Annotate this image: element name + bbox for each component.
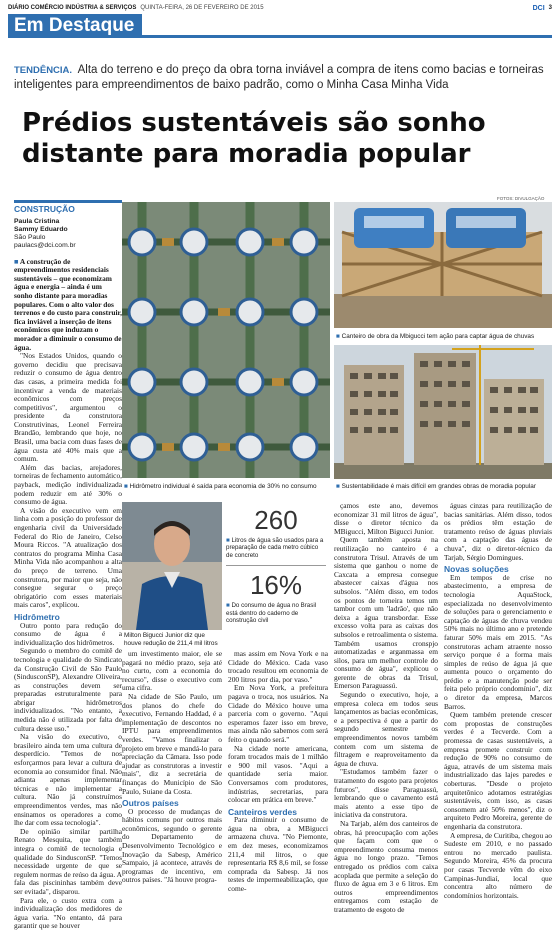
paragraph: A empresa, de Curitiba, chegou ao Sudeste em 2010, e no passado entrou no mercado paulista. Segundo Moreira, 45% da procura por casas Tecverde vêm do eixo Campinas-Jundiaí, local que concentra alto número de condomínios horizontais.	[444, 830, 552, 900]
paragraph: "Nos Estados Unidos, quando o governo decidiu que precisava reduzir o consumo de água dentro das casas, a primeira medida foi incentivar a venda de materiais econômicos com preços competitivos", argumentou o presidente da construtora Construtivinas, Leonel Ferreira Brandão, lembrando que hoje, no Brasil, uma bacia com duas fases de água custa até 40% mais que a comum.	[14, 351, 122, 464]
bullet-square-icon: ■	[336, 333, 342, 340]
left-column	[14, 200, 122, 931]
caption-buildings: ■ Sustentabilidade é mais difícil em grandes obras de moradia popular	[336, 483, 536, 490]
bullet-square-icon: ■	[336, 483, 342, 490]
stat-label-construction: ■ Do consumo de água no Brasil está dentro do caderno de construção civil	[226, 602, 317, 625]
bullet-square-icon: ■	[226, 537, 232, 544]
trend-summary	[14, 63, 554, 92]
page-number: 3	[548, 5, 552, 11]
paragraph: águas cinzas para reutilização de bacias sanitárias. Além disso, todos os prédios têm estação de tratamento reúso de águas pluviais com a captação das águas de chuva", diz o diretor-técnico da Tarjab, Sérgio Domingues.	[444, 501, 552, 562]
subhead-canteiros-verdes: Canteiros verdes	[228, 806, 297, 817]
trend-text: Alta do terreno e do preço da obra torna inviável a compra de itens como bacias e torneiras inteligentes para empreendimentos de baixo padrão, como o Minha Casa Minha Vida	[14, 64, 544, 91]
paragraph: Para diminuir o consumo de água na obra, a MBigucci armazena chuva. "No Piemonte, em dez meses, economizamos 211,4 mil litros, o que representaria R$ 8,6 mil, se fosse comprada da Sabesp. Já nos testes de impermeabilização, que come-	[228, 815, 328, 894]
kicker: CONSTRUÇÃO	[14, 200, 122, 214]
paragraph: Para ele, o custo extra com a individualização dos medidores de água varia. "No entanto, dá para garantir que se houver	[14, 895, 122, 931]
bullet-square-icon: ■	[124, 483, 130, 490]
paragraph: Quem também pretende crescer com propostas de construções verdes é a Tecverde. Com a promessa de casas sustentáveis, a empresa promete construir com redução de 90% no consumo de água, através de um sistema mais industrializado das lajes paredes e coberturas. "Desde o projeto arquitetônico adotamos estratégias sustentáveis, com isso, as casas consomem até 50% menos", diz o arquiteto Pedro Moreira, gerente de engenharia da construtora.	[444, 710, 552, 831]
trend-tag: TENDÊNCIA.	[14, 65, 73, 76]
subhead-outros-paises: Outros países	[122, 798, 179, 809]
paragraph: Quem também aposta na reutilização no canteiro é a construtora Trisul. Através de um sistema que ganhou o nome de Caxcata a empresa consegue abastecer caixas d'água nos subsolos. "Além disso, em todos os pontos de torneira temos um tambor com um 'ladrão', que não deixa a água transbordar. Esse excesso volta para as caixas dos subsolos e retroalimenta o sistema. Também usamos cronspjo automatizadas e arganmassa em silos, para um melhor controle do consumo de água", explicou o gerente de obras da Trisul, Emerson Paraguassú.	[334, 535, 438, 691]
section-rule	[142, 35, 552, 38]
portrait-photo	[122, 502, 222, 630]
headline: Prédios sustentáveis são sonho distante para moradia popular	[22, 108, 486, 169]
paragraph: Segundo o executivo, hoje, a empresa coleca em todos seus lançamentos as bacias econômicas, e a perspectiva é que a partir do segundo semestre os empreendimentos novos também contem com um sistema de filtragem e reaproveitamento da água de chuva.	[334, 690, 438, 768]
hydrometer-photo	[122, 202, 330, 478]
paragraph: "Estudamos também fazer o tratamento do esgoto para projetos futuros", disse Paraguassú, lembrando que o cavamento está mais atento a esse tipo de iniciativa da construtora.	[334, 767, 438, 820]
paragraph: Além das bacias, arejadores, torneiras de fechamento automático, payback, medição individualizada podem reduzir em até 30% o consumo de água.	[14, 462, 122, 507]
paragraph: mas assim em Nova York e na Cidade do México. Cada vaso trocado resultou em economia de 200 litros por dia, por vaso."	[228, 649, 328, 684]
rain-tank-photo	[334, 202, 552, 328]
paragraph: Na Tarjab, além dos canteiros de obras, há preocupação com ações que façam com que o empreendimento consuma menos água no longo prazo. "Temos entregado os prédios com caixa acoplada que permite a seleção do fluxo de água em 3 e 6 litros. Em outros empreendimentos entregamos com estação de tratamento de esgoto de	[334, 818, 438, 914]
paragraph: A visão do executivo vem em linha com a posição do professor de engenharia civil da Universidade Federal do Rio de Janeiro, Celso Moura Riccos. "A atualização dos contratos do programa Minha Casa Minha Vida não acompanhou a alta do preço de terreno. Uma construtora, por maior que seja, não consegue segurar o preço obrigatório com esses materiais mais caros", explicou.	[14, 505, 122, 610]
column-4	[334, 501, 438, 914]
portrait-illustration	[122, 502, 222, 630]
column-5	[444, 501, 552, 900]
paragraph: um investimento maior, ele se pagará no médio prazo, seja até no curto, com a economia do recurso", disse o executivo com uma cifra.	[122, 649, 222, 693]
bullet-square-icon: ■	[14, 256, 20, 266]
subhead-hidrometro: Hidrômetro	[14, 611, 60, 622]
paragraph: De opinião similar partilha Renato Mesquita, que também integra o comitê de tecnologia e qualidade do SindusconSP. "Temos necessidade urgente de que se regulem normas de reúso da água. A fala das piscininhas também deve ser evitada", disparou.	[14, 826, 122, 896]
stat-label-concrete: ■ Litros de água são usados para a preparação de cada metro cúbico de concreto	[226, 537, 324, 559]
column-2	[122, 649, 222, 885]
section-title: Em Destaque	[8, 14, 142, 38]
photo-credit: FOTOS: DIVULGAÇÃO	[497, 196, 545, 201]
paragraph: Segundo o membro do comitê de tecnologia e qualidade do Sindicato da Construção Civil de São Paulo (SindusconSP), Alexandre Oliveira, as construções devem ser preparadas estruturalmente para abrigar hidrômetros individualizados. "No entanto, a medida não é utilizada por falta de cultura desse uso."	[14, 646, 122, 733]
paragraph: Na cidade norte americana, foram trocados mais de 1 milhão e 900 mil vasos. "Aqui a quantidade seria maior. Conversamos com produtores, indústrias, secretarias, para colocar em prática em breve."	[228, 743, 328, 805]
dci-logo: DCI	[532, 4, 545, 12]
bullet-square-icon: ■	[226, 602, 232, 610]
stat-box	[226, 503, 326, 624]
buildings-illustration	[334, 345, 552, 479]
body-text	[14, 352, 122, 931]
hydrometer-illustration	[122, 202, 330, 478]
issue-date: QUINTA-FEIRA, 26 DE FEVEREIRO DE 2015	[140, 5, 264, 11]
column-3	[228, 649, 328, 894]
paragraph: Outro ponto para redução do consumo de água é a individualização dos hidrômetros.	[14, 620, 122, 647]
newspaper-name: DIÁRIO COMÉRCIO INDÚSTRIA & SERVIÇOS	[8, 5, 137, 11]
author-email: paulacs@dci.com.br	[14, 241, 76, 249]
byline	[14, 218, 122, 250]
paragraph: Na cidade de São Paulo, um dos planos do chefe do executivo, Fernando Haddad, é a implementação de descontos no IPTU para empreendimentos verdes. "Vamos finalizar o projeto em breve e mandá-lo para apreciação da Câmara. Isso pode ajudar as construtoras a investir mais", diz a secretária de finanças do Município de São Paulo, Suiane da Costa.	[122, 691, 222, 796]
dateline: São Paulo	[14, 233, 46, 241]
rain-tank-illustration	[334, 202, 552, 328]
author-name: Paula Cristina	[14, 217, 60, 225]
paragraph: çamos este ano, devemos economizar 31 mil litros de água", disse o diretor técnico da MBigucci, Milton Bigucci Junior.	[334, 501, 438, 536]
paragraph: O processo de mudanças de hábitos comuns por outros mais econômicos, segundo o gerente do Departamento de Desenvolvimento Tecnológico e Inovação da Sabesp, Américo Sampaio, já acontece, através de programas de incentivo, em outros países. "Já houve progra-	[122, 806, 222, 885]
caption-portrait: Milton Bigucci Junior diz que houve redução de 211,4 mil litros	[124, 632, 218, 647]
buildings-photo	[334, 345, 552, 479]
subhead-novas-solucoes: Novas soluções	[444, 564, 509, 575]
section-bar	[8, 14, 552, 38]
paragraph: Na visão do executivo, o brasileiro ainda tem uma cultura de desperdício. "Temos de nos esforçarmos para levar a cultura de economia ao consumidor final. Não adianta apenas implementar técnicas e não implementar a cultura. Não já construímos empreendimentos verdes, mas não ensinamos os operadores a como lhe dar com essa tecnologia".	[14, 732, 122, 828]
stat-divider	[226, 565, 326, 566]
stat-value-concrete: 260	[254, 505, 298, 535]
caption-rain-tank: ■ Canteiro de obra da Mbigucci tem ação para captar água de chuvas	[336, 333, 535, 340]
stat-value-construction: 16%	[249, 570, 303, 601]
paragraph: Em Nova York, a prefeitura pagava o troca, nos usuários. Na Cidade do México houve uma parceria com o governo. "Aqui esperamos fazer isso em breve, mas ainda não sabemos com será feito o quando será."	[228, 683, 328, 744]
masthead	[8, 3, 552, 13]
author-name: Sammy Eduardo	[14, 225, 68, 233]
lead-paragraph: ■ A construção de empreendimentos residenciais sustentáveis – que economizam água e energia – ainda é um sonho distante para moradias populares. Com o alto valor dos terrenos e do custo para construir, fica inviável a inserção de itens econômicos que induzam o morador a diminuir o consumo de água.	[14, 256, 122, 352]
paragraph: Em tempos de crise no abastecimento, a empresa de tecnologia AquaStock, especializada no desenvolvimento de soluções para o gerenciamento e captação de águas de chuva vendeu 50% mais no último ano e pretende faturar 50% mais em 2015. "As construtoras acham atraente nosso serviço porque é a forma mais simples de reúso de água já que aumenta pouco o orçamento do prédio e a manutenção pode ser feita pelo próprio condomínio", diz o diretor da empresa, Marcos Barros.	[444, 572, 552, 711]
caption-hydrometer: ■ Hidrômetro individual é saída para economia de 30% no consumo	[124, 483, 317, 490]
